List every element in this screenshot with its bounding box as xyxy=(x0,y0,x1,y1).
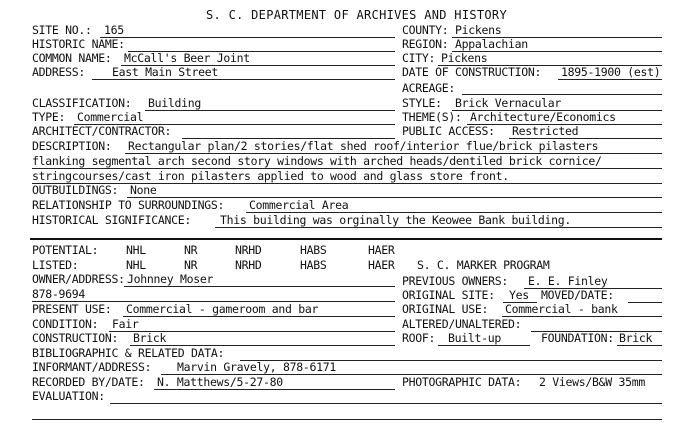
county-label: COUNTY: xyxy=(402,23,449,37)
owner-address-label: OWNER/ADDRESS: xyxy=(32,272,125,286)
address-value: East Main Street xyxy=(112,65,218,79)
potential-haer: HAER xyxy=(368,243,395,257)
photographic-data-label: PHOTOGRAPHIC DATA: xyxy=(402,375,522,389)
present-use-line xyxy=(123,316,395,317)
original-site-label: ORIGINAL SITE: xyxy=(402,288,495,302)
style-label: STYLE: xyxy=(402,96,442,110)
moved-date-label: MOVED/DATE: xyxy=(541,288,614,302)
description-line-3: stringcourses/cast iron pilasters applied to wood and glass store front. xyxy=(32,169,509,183)
foundation-line xyxy=(617,345,662,346)
relationship-label: RELATIONSHIP TO SURROUNDINGS: xyxy=(32,198,225,212)
acreage-label: ACREAGE: xyxy=(402,81,455,95)
listed-haer: HAER xyxy=(368,258,395,272)
photographic-data-value: 2 Views/B&W 35mm xyxy=(539,375,645,389)
style-value: Brick Vernacular xyxy=(455,96,561,110)
bibliographic-label: BIBLIOGRAPHIC & RELATED DATA: xyxy=(32,346,225,360)
present-use-label: PRESENT USE: xyxy=(32,302,112,316)
themes-value: Architecture/Economics xyxy=(470,110,616,124)
historic-name-label: HISTORIC NAME: xyxy=(32,37,125,51)
region-value: Appalachian xyxy=(455,37,528,51)
recorded-by-label: RECORDED BY/DATE: xyxy=(32,375,145,389)
site-no-line xyxy=(100,37,395,38)
foundation-value: Brick xyxy=(619,331,653,345)
historical-significance-label: HISTORICAL SIGNIFICANCE: xyxy=(32,213,191,227)
city-value: Pickens xyxy=(441,51,488,65)
recorded-by-value: N. Matthews/5-27-80 xyxy=(157,375,283,389)
roof-label: ROOF: xyxy=(402,331,436,345)
date-of-construction-value: 1895-1900 (est) xyxy=(561,65,661,79)
recorded-by-line xyxy=(154,389,395,390)
address-line xyxy=(92,79,395,80)
common-name-label: COMMON NAME: xyxy=(32,51,112,65)
original-use-line xyxy=(502,316,662,317)
owner-address-value: Johnney Moser xyxy=(127,272,214,286)
listed-habs: HABS xyxy=(300,258,327,272)
description-line-2: flanking segmental arch second story windows with arched heads/dentiled brick cornice/ xyxy=(32,154,602,168)
potential-label: POTENTIAL: xyxy=(32,243,99,257)
marker-program-label: S. C. MARKER PROGRAM xyxy=(417,258,550,272)
description-label: DESCRIPTION: xyxy=(32,139,112,153)
type-value: Commercial xyxy=(77,110,144,124)
moved-date-line xyxy=(628,302,662,303)
description-rule-3 xyxy=(32,183,662,184)
evaluation-line-2 xyxy=(32,419,662,420)
evaluation-line xyxy=(110,403,662,404)
foundation-label: FOUNDATION: xyxy=(541,331,614,345)
potential-nr: NR xyxy=(184,243,198,257)
acreage-line xyxy=(462,94,662,95)
outbuildings-label: OUTBUILDINGS: xyxy=(32,183,119,197)
public-access-label: PUBLIC ACCESS: xyxy=(402,124,495,138)
type-label: TYPE: xyxy=(32,110,66,124)
construction-value: Brick xyxy=(133,331,167,345)
region-label: REGION: xyxy=(402,37,449,51)
previous-owners-label: PREVIOUS OWNERS: xyxy=(402,274,508,288)
previous-owners-value: E. E. Finley xyxy=(528,274,608,288)
informant-label: INFORMANT/ADDRESS: xyxy=(32,360,152,374)
themes-label: THEME(S): xyxy=(402,110,462,124)
relationship-value: Commercial Area xyxy=(249,198,349,212)
condition-value: Fair xyxy=(112,317,139,331)
listed-nhl: NHL xyxy=(126,258,146,272)
informant-value: Marvin Gravely, 878-6171 xyxy=(177,360,336,374)
section-divider xyxy=(30,238,662,240)
condition-label: CONDITION: xyxy=(32,317,99,331)
roof-line xyxy=(438,345,530,346)
description-line-1: Rectangular plan/2 stories/flat shed roof/interior flue/brick pilasters xyxy=(128,139,599,153)
potential-nhl: NHL xyxy=(126,243,146,257)
owner-address-line xyxy=(124,286,395,287)
date-of-construction-line xyxy=(558,79,662,80)
date-of-construction-label: DATE OF CONSTRUCTION: xyxy=(402,65,542,79)
present-use-value: Commercial - gameroom and bar xyxy=(126,302,319,316)
site-no-value: 165 xyxy=(104,23,124,37)
form-title: S. C. DEPARTMENT OF ARCHIVES AND HISTORY xyxy=(206,8,507,22)
classification-label: CLASSIFICATION: xyxy=(32,96,132,110)
common-name-value: McCall's Beer Joint xyxy=(124,51,250,65)
outbuildings-value: None xyxy=(130,183,157,197)
address-label: ADDRESS: xyxy=(32,65,85,79)
classification-line xyxy=(145,110,395,111)
roof-value: Built-up xyxy=(448,331,501,345)
historical-significance-line xyxy=(215,227,662,228)
historical-significance-value: This building was orginally the Keowee Bank building. xyxy=(220,213,572,227)
listed-nrhd: NRHD xyxy=(235,258,262,272)
potential-habs: HABS xyxy=(300,243,327,257)
county-value: Pickens xyxy=(455,23,502,37)
original-use-value: Commercial - bank xyxy=(505,302,618,316)
classification-value: Building xyxy=(148,96,201,110)
public-access-value: Restricted xyxy=(512,124,579,138)
altered-label: ALTERED/UNALTERED: xyxy=(402,317,522,331)
potential-nrhd: NRHD xyxy=(235,243,262,257)
architect-label: ARCHITECT/CONTRACTOR: xyxy=(32,124,172,138)
owner-phone-value: 878-9694 xyxy=(32,287,85,301)
original-use-label: ORIGINAL USE: xyxy=(402,302,489,316)
listed-label: LISTED: xyxy=(32,258,79,272)
site-no-label: SITE NO.: xyxy=(32,23,92,37)
evaluation-label: EVALUATION: xyxy=(32,389,105,403)
listed-nr: NR xyxy=(184,258,198,272)
construction-label: CONSTRUCTION: xyxy=(32,331,119,345)
original-site-value: Yes xyxy=(509,288,529,302)
city-label: CITY: xyxy=(402,51,436,65)
